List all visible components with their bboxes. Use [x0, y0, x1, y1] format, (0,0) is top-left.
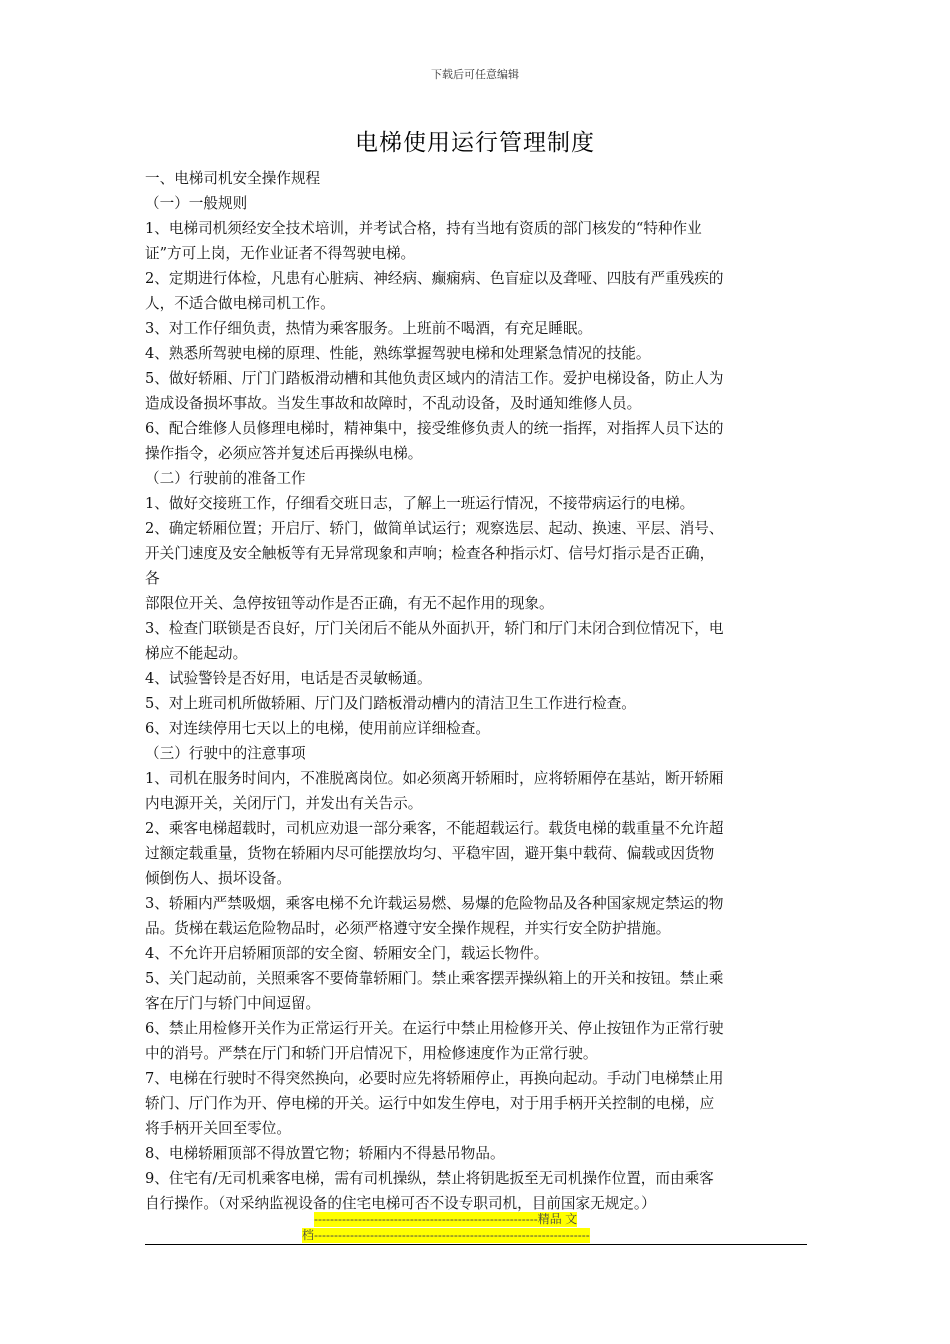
paragraph-line: 5、对上班司机所做轿厢、厅门及门踏板滑动槽内的清洁卫生工作进行检查。: [145, 695, 636, 712]
section-heading: 一、电梯司机安全操作规程: [145, 170, 321, 187]
paragraph-line: 2、乘客电梯超载时，司机应劝退一部分乘客，不能超载运行。载货电梯的载重量不允许超: [145, 820, 724, 837]
footer-marker-text-2: 档---------------------------------------------------------------------: [302, 1228, 590, 1242]
footer-divider: [145, 1244, 807, 1245]
paragraph-line: 品。货梯在载运危险物品时，必须严格遵守安全操作规程，并实行安全防护措施。: [145, 920, 671, 937]
paragraph-line: 2、定期进行体检，凡患有心脏病、神经病、癫痫病、色盲症以及聋哑、四肢有严重残疾的: [145, 270, 724, 287]
paragraph-line: 6、禁止用检修开关作为正常运行开关。在运行中禁止用检修开关、停止按钮作为正常行驶: [145, 1020, 724, 1037]
footer-marker-text-1: --------------------------------------------------------精品 文: [314, 1212, 578, 1226]
paragraph-line: 将手柄开关回至零位。: [145, 1120, 291, 1137]
paragraph-line: 部限位开关、急停按钮等动作是否正确，有无不起作用的现象。: [145, 595, 554, 612]
paragraph-line: 梯应不能起动。: [145, 645, 248, 662]
paragraph-line: 中的消号。严禁在厅门和轿门开启情况下，用检修速度作为正常行驶。: [145, 1045, 598, 1062]
paragraph-line: 人，不适合做电梯司机工作。: [145, 295, 335, 312]
paragraph-line: 造成设备损坏事故。当发生事故和故障时，不乱动设备，及时通知维修人员。: [145, 395, 642, 412]
document-title: 电梯使用运行管理制度: [355, 130, 595, 156]
paragraph-line: 1、电梯司机须经安全技术培训，并考试合格，持有当地有资质的部门核发的“特种作业: [145, 220, 702, 237]
paragraph-line: 4、试验警铃是否好用，电话是否灵敏畅通。: [145, 670, 432, 687]
paragraph-line: 6、对连续停用七天以上的电梯，使用前应详细检查。: [145, 720, 490, 737]
paragraph-line: 4、熟悉所驾驶电梯的原理、性能，熟练掌握驾驶电梯和处理紧急情况的技能。: [145, 345, 651, 362]
paragraph-line: 7、电梯在行驶时不得突然换向，必要时应先将轿厢停止，再换向起动。手动门电梯禁止用: [145, 1070, 724, 1087]
paragraph-line: 自行操作。（对采纳监视设备的住宅电梯可否不设专职司机，目前国家无规定。）: [145, 1195, 656, 1212]
paragraph-line: 8、电梯轿厢顶部不得放置它物；轿厢内不得悬吊物品。: [145, 1145, 505, 1162]
paragraph-line: 轿门、厅门作为开、停电梯的开关。运行中如发生停电，对于用手柄开关控制的电梯，应: [145, 1095, 715, 1112]
paragraph-line: 4、不允许开启轿厢顶部的安全窗、轿厢安全门，载运长物件。: [145, 945, 549, 962]
paragraph-line: 6、配合维修人员修理电梯时，精神集中，接受维修负责人的统一指挥，对指挥人员下达的: [145, 420, 724, 437]
paragraph-line: 证”方可上岗，无作业证者不得驾驶电梯。: [145, 245, 416, 262]
subsection-heading: （二）行驶前的准备工作: [145, 470, 306, 487]
paragraph-line: 5、关门起动前，关照乘客不要倚靠轿厢门。禁止乘客摆弄操纵箱上的开关和按钮。禁止乘: [145, 970, 724, 987]
paragraph-line: 操作指令，必须应答并复述后再操纵电梯。: [145, 445, 423, 462]
paragraph-line: 1、做好交接班工作，仔细看交班日志，了解上一班运行情况，不接带病运行的电梯。: [145, 495, 695, 512]
paragraph-line: 1、司机在服务时间内，不准脱离岗位。如必须离开轿厢时，应将轿厢停在基站，断开轿厢: [145, 770, 724, 787]
subsection-heading: （一）一般规则: [145, 195, 248, 212]
paragraph-line: 2、确定轿厢位置；开启厅、轿门，做简单试运行；观察选层、起动、换速、平层、消号、: [145, 520, 724, 537]
document-body: [145, 166, 807, 1216]
paragraph-line: 9、住宅有/无司机乘客电梯，需有司机操纵，禁止将钥匙扳至无司机操作位置，而由乘客: [145, 1170, 714, 1187]
paragraph-line: 开关门速度及安全触板等有无异常现象和声响；检查各种指示灯、信号灯指示是否正确，: [145, 545, 715, 562]
paragraph-line: 倾倒伤人、损坏设备。: [145, 870, 291, 887]
paragraph-line: 3、对工作仔细负责，热情为乘客服务。上班前不喝酒，有充足睡眠。: [145, 320, 593, 337]
header-note: 下载后可任意编辑: [431, 68, 519, 81]
paragraph-line: 各: [145, 570, 160, 587]
paragraph-line: 3、检查门联锁是否良好，厅门关闭后不能从外面扒开，轿门和厅门未闭合到位情况下，电: [145, 620, 724, 637]
paragraph-line: 内电源开关，关闭厅门，并发出有关告示。: [145, 795, 423, 812]
paragraph-line: 5、做好轿厢、厅门门踏板滑动槽和其他负责区域内的清洁工作。爱护电梯设备，防止人为: [145, 370, 724, 387]
paragraph-line: 客在厅门与轿门中间逗留。: [145, 995, 321, 1012]
paragraph-line: 过额定载重量，货物在轿厢内尽可能摆放均匀、平稳牢固，避开集中载荷、偏载或因货物: [145, 845, 715, 862]
paragraph-line: 3、轿厢内严禁吸烟，乘客电梯不允许载运易燃、易爆的危险物品及各种国家规定禁运的物: [145, 895, 724, 912]
subsection-heading: （三）行驶中的注意事项: [145, 745, 306, 762]
